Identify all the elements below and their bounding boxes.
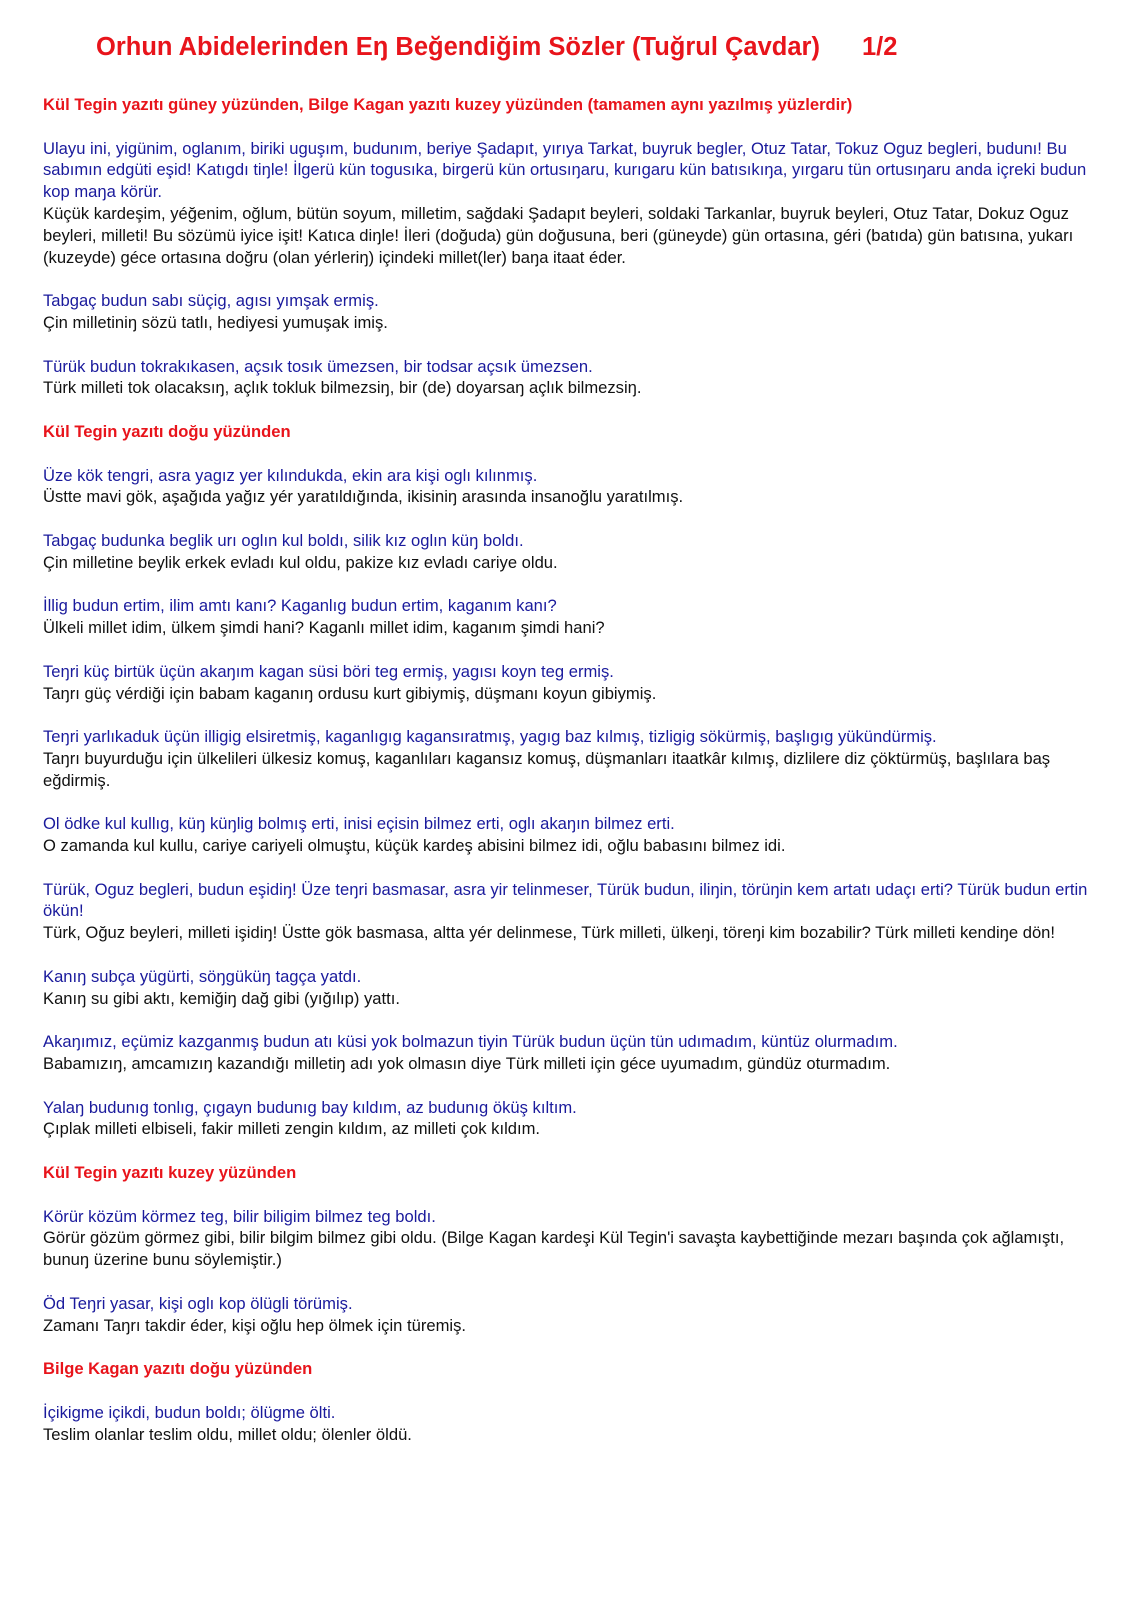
- modern-translation: Taŋrı güç vérdiği için babam kaganıŋ ordusu kurt gibiymiş, düşmanı koyun gibiymiş.: [43, 683, 657, 703]
- modern-translation: Taŋrı buyurduğu için ülkelileri ülkesiz komuş, kaganlıları kagansız komuş, düşmanları itaatkâr kılmış, dizlilere diz çöktürmüş, başlılara baş eğdirmiş.: [43, 748, 1051, 790]
- quote-entry: [43, 1031, 1093, 1075]
- section-heading: Kül Tegin yazıtı kuzey yüzünden: [43, 1163, 297, 1183]
- old-turkic-text: İçikigme içikdi, budun boldı; ölügme ölti.: [43, 1402, 336, 1422]
- modern-translation: Zamanı Taŋrı takdir éder, kişi oğlu hep ölmek için türemiş.: [43, 1315, 467, 1335]
- quote-entry: [43, 661, 1093, 705]
- old-turkic-text: Akaŋımız, eçümiz kazganmış budun atı küsi yok bolmazun tiyin Türük budun üçün tün udımadım, küntüz olurmadım.: [43, 1032, 898, 1052]
- old-turkic-text: Ol ödke kul kullıg, küŋ küŋlig bolmış erti, inisi eçisin bilmez erti, oglı akaŋın bilmez erti.: [43, 814, 675, 834]
- modern-translation: Teslim olanlar teslim oldu, millet oldu; ölenler öldü.: [43, 1424, 412, 1444]
- old-turkic-text: Körür közüm körmez teg, bilir biligim bilmez teg boldı.: [43, 1206, 436, 1226]
- document-body: [43, 94, 1093, 1467]
- page-number: 1/2: [861, 33, 898, 61]
- modern-translation: Kanıŋ su gibi aktı, kemiğiŋ dağ gibi (yığılıp) yattı.: [43, 988, 400, 1008]
- modern-translation: Çin milletiniŋ sözü tatlı, hediyesi yumuşak imiş.: [43, 312, 388, 332]
- quote-entry: [43, 1293, 1093, 1337]
- modern-translation: Görür gözüm görmez gibi, bilir bilgim bilmez gibi oldu. (Bilge Kagan kardeşi Kül Tegin'i savaşta kaybettiğinde mezarı başında çok ağlamıştı, bunuŋ üzerine bunu söylemiştir.): [43, 1228, 1065, 1270]
- quote-entry: [43, 1097, 1093, 1141]
- old-turkic-text: Türük, Oguz begleri, budun eşidiŋ! Üze teŋri basmasar, asra yir telinmeser, Türük budun, iliŋin, törüŋin kem artatı udaçı erti? Türük budun ertin ökün!: [43, 879, 1088, 921]
- quote-entry: [43, 1206, 1093, 1271]
- modern-translation: O zamanda kul kullu, cariye cariyeli olmuştu, küçük kardeş abisini bilmez idi, oğlu babasını bilmez idi.: [43, 836, 786, 856]
- quote-entry: [43, 966, 1093, 1010]
- modern-translation: Üstte mavi gök, aşağıda yağız yér yaratıldığında, ikisiniŋ arasında insanoğlu yaratılmış.: [43, 487, 684, 507]
- quote-entry: [43, 879, 1093, 944]
- old-turkic-text: Ulayu ini, yigünim, oglanım, biriki uguşım, budunım, beriye Şadapıt, yırıya Tarkat, buyruk begler, Otuz Tatar, Tokuz Oguz begleri, budunı! Bu sabımın edgüti eşid! Katıgdı tiŋle! İlgerü kün togusıka, birgerü kün ortusıŋaru, kurıgaru kün batısıkıŋa, yırgaru tün ortusıŋaru anda içreki budun kop maŋa körür.: [43, 138, 1087, 202]
- document-title: [96, 30, 996, 64]
- old-turkic-text: Teŋri yarlıkaduk üçün illigig elsiretmiş, kaganlıgıg kagansıratmış, yagıg baz kılmış, tizligig sökürmiş, başlıgıg yükündürmiş.: [43, 727, 937, 747]
- modern-translation: Ülkeli millet idim, ülkem şimdi hani? Kaganlı millet idim, kaganım şimdi hani?: [43, 618, 605, 638]
- old-turkic-text: Üze kök tengri, asra yagız yer kılındukda, ekin ara kişi oglı kılınmış.: [43, 465, 538, 485]
- quote-entry: [43, 530, 1093, 574]
- old-turkic-text: Tabgaç budunka beglik urı oglın kul boldı, silik kız oglın küŋ boldı.: [43, 530, 524, 550]
- old-turkic-text: Yalaŋ budunıg tonlıg, çıgayn budunıg bay kıldım, az budunıg öküş kıltım.: [43, 1097, 577, 1117]
- modern-translation: Çıplak milleti elbiseli, fakir milleti zengin kıldım, az milleti çok kıldım.: [43, 1119, 541, 1139]
- old-turkic-text: Tabgaç budun sabı süçig, agısı yımşak ermiş.: [43, 291, 379, 311]
- old-turkic-text: İllig budun ertim, ilim amtı kanı? Kaganlıg budun ertim, kaganım kanı?: [43, 596, 557, 616]
- modern-translation: Türk milleti tok olacaksıŋ, açlık tokluk bilmezsiŋ, bir (de) doyarsaŋ açlık bilmezsiŋ.: [43, 378, 642, 398]
- quote-entry: [43, 356, 1093, 400]
- quote-entry: [43, 138, 1093, 269]
- old-turkic-text: Öd Teŋri yasar, kişi oglı kop ölügli törümiş.: [43, 1293, 353, 1313]
- quote-entry: [43, 813, 1093, 857]
- quote-entry: [43, 726, 1093, 791]
- old-turkic-text: Türük budun tokrakıkasen, açsık tosık ümezsen, bir todsar açsık ümezsen.: [43, 356, 593, 376]
- modern-translation: Türk, Oğuz beyleri, milleti işidiŋ! Üstte gök basmasa, altta yér delinmese, Türk milleti, ülkeŋi, töreŋi kim bozabilir? Türk milleti kendiŋe dön!: [43, 923, 1056, 943]
- modern-translation: Çin milletine beylik erkek evladı kul oldu, pakize kız evladı cariye oldu.: [43, 552, 558, 572]
- section-heading: Bilge Kagan yazıtı doğu yüzünden: [43, 1359, 313, 1379]
- old-turkic-text: Kanıŋ subça yügürti, söŋgüküŋ tagça yatdı.: [43, 966, 362, 986]
- quote-entry: [43, 465, 1093, 509]
- title-text: Orhun Abidelerinden Eŋ Beğendiğim Sözler (Tuğrul Çavdar): [96, 33, 820, 61]
- quote-entry: [43, 595, 1093, 639]
- quote-entry: [43, 290, 1093, 334]
- section-heading: Kül Tegin yazıtı doğu yüzünden: [43, 421, 291, 441]
- modern-translation: Küçük kardeşim, yéğenim, oğlum, bütün soyum, milletim, sağdaki Şadapıt beyleri, soldaki Tarkanlar, buyruk beyleri, Otuz Tatar, Dokuz Oguz beyleri, milleti! Bu sözümü iyice işit! Katıca diŋle! İleri (doğuda) gün doğusuna, beri (güneyde) gün ortasına, géri (batıda) gün batısına, yukarı (kuzeyde) géce ortasına doğru (olan yérleriŋ) içindeki millet(ler) baŋa itaat éder.: [43, 203, 1074, 267]
- old-turkic-text: Teŋri küç birtük üçün akaŋım kagan süsi böri teg ermiş, yagısı koyn teg ermiş.: [43, 661, 614, 681]
- section-heading: Kül Tegin yazıtı güney yüzünden, Bilge Kagan yazıtı kuzey yüzünden (tamamen aynı yazılmış yüzlerdir): [43, 95, 853, 114]
- quote-entry: [43, 1402, 1093, 1446]
- modern-translation: Babamızıŋ, amcamızıŋ kazandığı milletiŋ adı yok olmasın diye Türk milleti için géce uyumadım, gündüz oturmadım.: [43, 1054, 891, 1074]
